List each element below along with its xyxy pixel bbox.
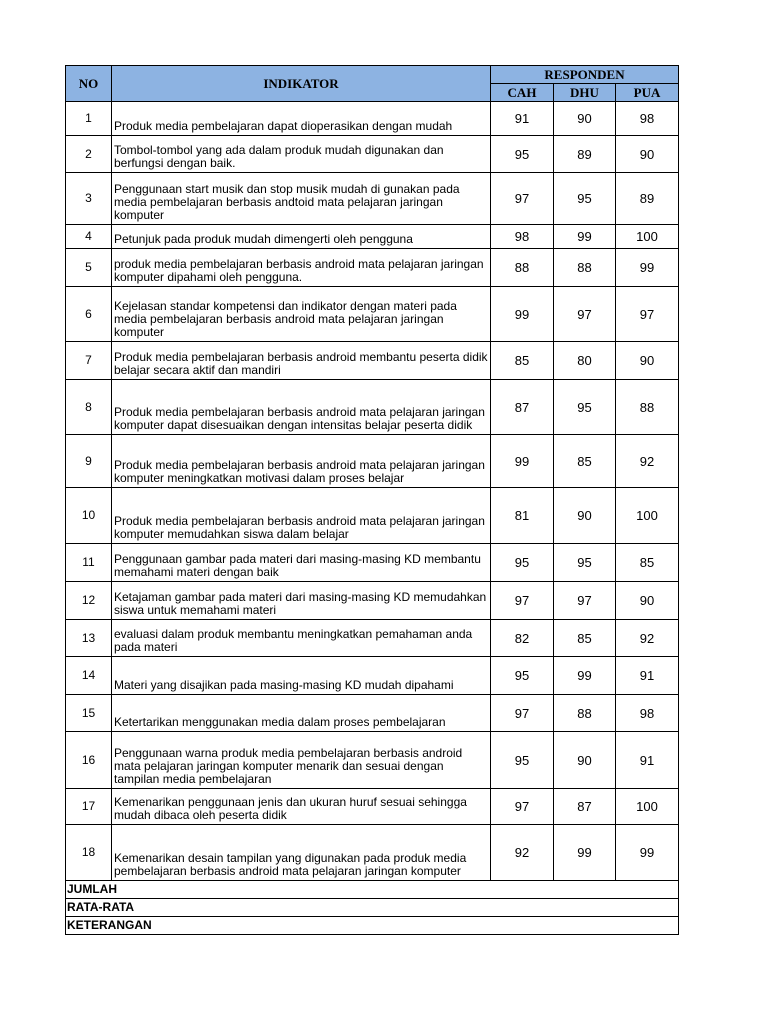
row-number: 15 xyxy=(81,705,96,720)
table-row xyxy=(66,488,679,544)
table-row xyxy=(66,287,679,342)
score-pua: 88 xyxy=(616,380,679,435)
table-row xyxy=(66,695,679,732)
score-dhu: 90 xyxy=(554,732,616,789)
score-dhu: 99 xyxy=(554,657,616,695)
score-pua: 90 xyxy=(616,342,679,380)
row-number: 9 xyxy=(85,453,92,468)
score-dhu: 90 xyxy=(554,488,616,544)
score-pua: 99 xyxy=(616,825,679,881)
score-cah: 81 xyxy=(491,488,554,544)
table-row xyxy=(66,582,679,620)
table-row xyxy=(66,657,679,695)
indicator-text: Kemenarikan desain tampilan yang digunakan pada produk media pembelajaran berbasis android mata pelajaran jaringan komputer xyxy=(112,825,491,881)
indicator-text: produk media pembelajaran berbasis android mata pelajaran jaringan komputer dipahami oleh pengguna. xyxy=(112,249,491,287)
row-number: 16 xyxy=(81,752,96,767)
score-cah: 97 xyxy=(491,695,554,732)
row-number: 6 xyxy=(85,306,92,321)
header-no: NO xyxy=(66,66,112,102)
footer-row-rata-rata xyxy=(66,899,679,917)
score-dhu: 88 xyxy=(554,249,616,287)
row-number: 8 xyxy=(85,399,92,414)
score-pua: 92 xyxy=(616,620,679,657)
score-pua: 90 xyxy=(616,136,679,173)
table-row xyxy=(66,732,679,789)
row-number-cell xyxy=(66,380,112,435)
score-cah: 88 xyxy=(491,249,554,287)
indicator-text: Produk media pembelajaran berbasis android mata pelajaran jaringan komputer memudahkan siswa dalam belajar xyxy=(112,488,491,544)
score-dhu: 99 xyxy=(554,225,616,249)
row-number: 18 xyxy=(81,845,96,859)
indicator-text: Produk media pembelajaran berbasis android mata pelajaran jaringan komputer dapat disesuaikan dengan intensitas belajar peserta didik xyxy=(112,380,491,435)
row-number-cell xyxy=(66,225,112,249)
score-pua: 90 xyxy=(616,582,679,620)
score-dhu: 97 xyxy=(554,582,616,620)
assessment-table xyxy=(65,65,679,935)
score-dhu: 95 xyxy=(554,173,616,225)
score-dhu: 95 xyxy=(554,544,616,582)
row-number-cell xyxy=(66,287,112,342)
row-number-cell xyxy=(66,136,112,173)
score-cah: 97 xyxy=(491,582,554,620)
row-number-cell xyxy=(66,102,112,136)
table-row xyxy=(66,102,679,136)
score-dhu: 99 xyxy=(554,825,616,881)
score-cah: 95 xyxy=(491,657,554,695)
score-cah: 99 xyxy=(491,435,554,488)
header-row-top xyxy=(66,66,679,84)
row-number: 12 xyxy=(81,593,96,607)
row-number: 5 xyxy=(85,260,92,274)
score-pua: 91 xyxy=(616,657,679,695)
footer-jumlah: JUMLAH xyxy=(66,881,679,899)
indicator-text: Produk media pembelajaran berbasis android mata pelajaran jaringan komputer meningkatkan motivasi dalam proses belajar xyxy=(112,435,491,488)
indicator-text: Kejelasan standar kompetensi dan indikator dengan materi pada media pembelajaran berbasis android mata pelajaran jaringan komputer xyxy=(112,287,491,342)
table-row xyxy=(66,380,679,435)
table-row xyxy=(66,789,679,825)
indicator-text: Penggunaan start musik dan stop musik mudah di gunakan pada media pembelajaran berbasis andtoid mata pelajaran jaringan komputer xyxy=(112,173,491,225)
row-number: 17 xyxy=(81,799,96,813)
table-row xyxy=(66,136,679,173)
row-number-cell xyxy=(66,695,112,732)
footer-row-jumlah xyxy=(66,881,679,899)
indicator-text: Petunjuk pada produk mudah dimengerti oleh pengguna xyxy=(112,225,491,249)
row-number: 10 xyxy=(81,508,96,522)
row-number: 2 xyxy=(85,146,92,161)
row-number-cell xyxy=(66,825,112,881)
score-dhu: 85 xyxy=(554,435,616,488)
row-number: 3 xyxy=(85,191,92,205)
indicator-text: Materi yang disajikan pada masing-masing KD mudah dipahami xyxy=(112,657,491,695)
table-row xyxy=(66,435,679,488)
score-dhu: 89 xyxy=(554,136,616,173)
score-dhu: 80 xyxy=(554,342,616,380)
indicator-text: evaluasi dalam produk membantu meningkatkan pemahaman anda pada materi xyxy=(112,620,491,657)
table-row xyxy=(66,225,679,249)
table-body xyxy=(66,102,679,881)
score-pua: 100 xyxy=(616,225,679,249)
row-number: 14 xyxy=(81,668,96,682)
row-number-cell xyxy=(66,620,112,657)
row-number-cell xyxy=(66,544,112,582)
score-pua: 99 xyxy=(616,249,679,287)
indicator-text: Produk media pembelajaran dapat dioperasikan dengan mudah xyxy=(112,102,491,136)
row-number: 11 xyxy=(82,555,95,569)
score-pua: 91 xyxy=(616,732,679,789)
score-cah: 97 xyxy=(491,173,554,225)
score-pua: 98 xyxy=(616,695,679,732)
score-pua: 100 xyxy=(616,488,679,544)
indicator-text: Penggunaan gambar pada materi dari masing-masing KD membantu memahami materi dengan baik xyxy=(112,544,491,582)
indicator-text: Kemenarikan penggunaan jenis dan ukuran huruf sesuai sehingga mudah dibaca oleh peserta didik xyxy=(112,789,491,825)
score-dhu: 87 xyxy=(554,789,616,825)
footer-rata-rata: RATA-RATA xyxy=(66,899,679,917)
indicator-text: Penggunaan warna produk media pembelajaran berbasis android mata pelajaran jaringan komputer menarik dan sesuai dengan tampilan media pembelajaran xyxy=(112,732,491,789)
score-cah: 92 xyxy=(491,825,554,881)
score-dhu: 90 xyxy=(554,102,616,136)
row-number-cell xyxy=(66,657,112,695)
score-pua: 97 xyxy=(616,287,679,342)
score-cah: 91 xyxy=(491,102,554,136)
row-number-cell xyxy=(66,435,112,488)
score-dhu: 95 xyxy=(554,380,616,435)
score-cah: 82 xyxy=(491,620,554,657)
row-number: 7 xyxy=(85,353,92,367)
table-row xyxy=(66,342,679,380)
row-number: 1 xyxy=(85,111,92,125)
score-cah: 95 xyxy=(491,544,554,582)
header-responden: RESPONDEN xyxy=(491,66,679,84)
table-row xyxy=(66,173,679,225)
score-cah: 85 xyxy=(491,342,554,380)
row-number-cell xyxy=(66,342,112,380)
score-cah: 98 xyxy=(491,225,554,249)
score-pua: 89 xyxy=(616,173,679,225)
row-number-cell xyxy=(66,582,112,620)
header-indikator: INDIKATOR xyxy=(112,66,491,102)
table-row xyxy=(66,825,679,881)
row-number-cell xyxy=(66,732,112,789)
score-cah: 87 xyxy=(491,380,554,435)
score-cah: 95 xyxy=(491,136,554,173)
score-pua: 98 xyxy=(616,102,679,136)
score-cah: 97 xyxy=(491,789,554,825)
row-number-cell xyxy=(66,249,112,287)
header-respondent-cah: CAH xyxy=(491,84,554,102)
score-cah: 95 xyxy=(491,732,554,789)
table-row xyxy=(66,544,679,582)
header-respondent-pua: PUA xyxy=(616,84,679,102)
indicator-text: Tombol-tombol yang ada dalam produk mudah digunakan dan berfungsi dengan baik. xyxy=(112,136,491,173)
score-dhu: 97 xyxy=(554,287,616,342)
row-number-cell xyxy=(66,789,112,825)
indicator-text: Ketajaman gambar pada materi dari masing-masing KD memudahkan siswa untuk memahami materi xyxy=(112,582,491,620)
indicator-text: Ketertarikan menggunakan media dalam proses pembelajaran xyxy=(112,695,491,732)
score-cah: 99 xyxy=(491,287,554,342)
indicator-text: Produk media pembelajaran berbasis android membantu peserta didik belajar secara aktif dan mandiri xyxy=(112,342,491,380)
table-row xyxy=(66,620,679,657)
score-pua: 85 xyxy=(616,544,679,582)
footer-keterangan: KETERANGAN xyxy=(66,917,679,935)
score-dhu: 88 xyxy=(554,695,616,732)
row-number-cell xyxy=(66,488,112,544)
table-row xyxy=(66,249,679,287)
header-respondent-dhu: DHU xyxy=(554,84,616,102)
questionnaire-sheet xyxy=(65,65,678,935)
score-pua: 92 xyxy=(616,435,679,488)
row-number: 13 xyxy=(81,630,96,645)
footer-row-keterangan xyxy=(66,917,679,935)
row-number: 4 xyxy=(85,229,92,243)
score-dhu: 85 xyxy=(554,620,616,657)
row-number-cell xyxy=(66,173,112,225)
score-pua: 100 xyxy=(616,789,679,825)
